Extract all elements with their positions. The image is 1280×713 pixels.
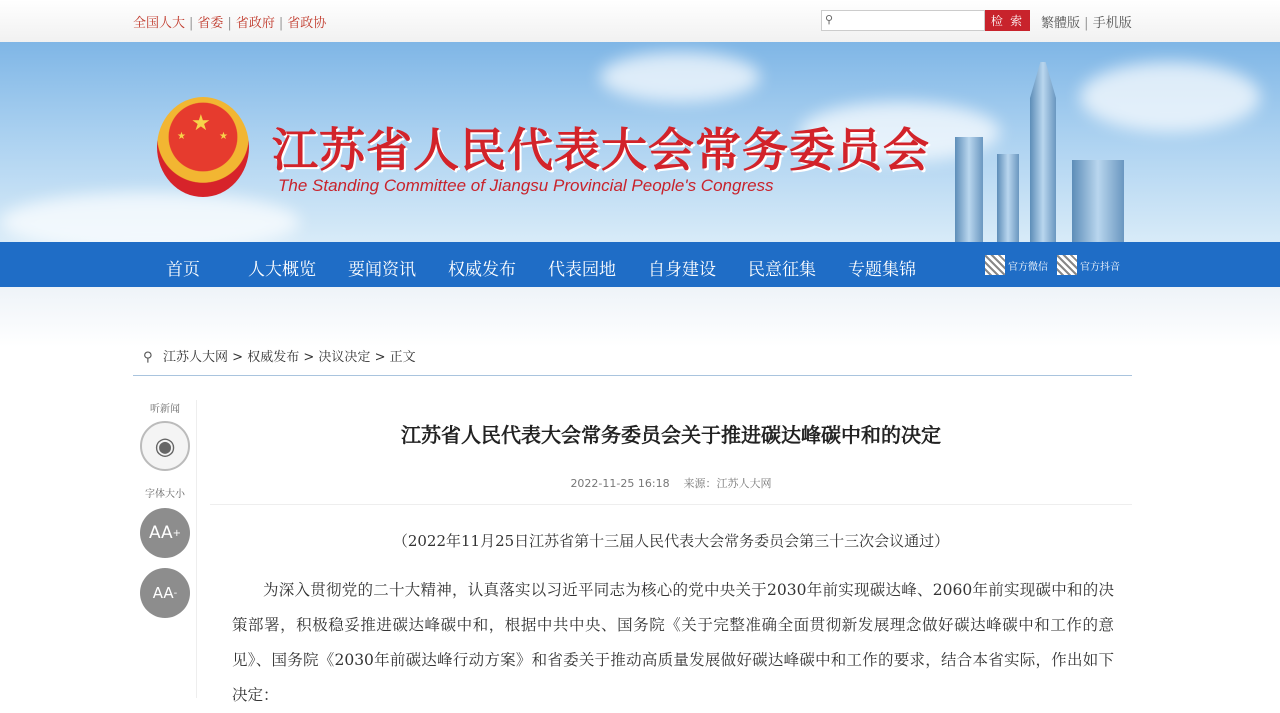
qr-code-icon [985,255,1005,275]
location-pin-icon: ⚲ [143,350,153,365]
link-party-committee[interactable]: 省委 [197,16,224,31]
breadcrumb-home[interactable]: 江苏人大网 [163,350,229,365]
traditional-chinese-link[interactable]: 繁體版 [1041,16,1081,31]
article-paragraph: 为深入贯彻党的二十大精神，认真落实以习近平同志为核心的党中央关于2030年前实现碳达峰、2060年前实现碳中和的决策部署，积极稳妥推进碳达峰碳中和，根据中共中央、国务院《关于完整准确全面贯彻新发展理念做好碳达峰碳中和工作的意见》、国务院《2030年前碳达峰行动方案》和省委关于推动高质量发展做好碳达峰碳中和工作的要求，结合本省实际，作出如下决定： [232,581,1114,704]
breadcrumb-current: 正文 [389,350,416,365]
breadcrumb-releases[interactable]: 权威发布 [247,350,300,365]
douyin-link[interactable]: 官方抖音 [1057,255,1120,275]
link-cppcc[interactable]: 省政协 [287,16,327,31]
link-government[interactable]: 省政府 [235,16,275,31]
breadcrumb-decisions[interactable]: 决议决定 [318,350,371,365]
top-links: 全国人大 | 省委 | 省政府 | 省政协 [133,16,327,31]
headphones-icon[interactable]: ◉ [140,421,190,471]
nav-home[interactable]: 首页 [166,260,200,280]
skyline-image [955,137,983,242]
qr-code-icon [1057,255,1077,275]
search-icon: ⚲ [825,13,834,26]
nav-topics[interactable]: 专题集锦 [848,260,916,280]
link-npc[interactable]: 全国人大 [133,16,186,31]
article-source: 来源：江苏人大网 [683,477,772,490]
nav-self-building[interactable]: 自身建设 [648,260,716,280]
site-subtitle: The Standing Committee of Jiangsu Provincial People's Congress [278,176,774,195]
article-meta [210,475,1132,505]
font-size-label: 字体大小 [145,489,185,500]
reading-tools [135,400,195,624]
header-banner [0,42,1280,242]
publish-date: 2022-11-25 16:18 [570,477,670,490]
breadcrumb: ⚲ 江苏人大网 > 权威发布 > 决议决定 > 正文 [133,346,1132,376]
nav-overview[interactable]: 人大概览 [248,260,316,280]
top-bar: 全国人大 | 省委 | 省政府 | 省政协 ⚲ 检 索 繁體版 | 手机版 [0,0,1280,42]
search-input[interactable] [821,10,985,31]
nav-deputies[interactable]: 代表园地 [548,260,616,280]
listen-label: 听新闻 [150,404,180,415]
adoption-note: （2022年11月25日江苏省第十三届人民代表大会常务委员会第三十三次会议通过） [392,532,950,550]
nav-news[interactable]: 要闻资讯 [348,260,416,280]
article-title: 江苏省人民代表大会常务委员会关于推进碳达峰碳中和的决定 [401,423,941,447]
national-emblem-logo: ★ ★ ★ [157,97,249,197]
wechat-link[interactable]: 官方微信 [985,255,1048,275]
font-increase-button[interactable]: AA + [140,508,190,558]
nav-opinions[interactable]: 民意征集 [748,260,816,280]
mobile-version-link[interactable]: 手机版 [1092,16,1132,31]
main-nav [0,242,1280,287]
font-decrease-button[interactable]: AA - [140,568,190,618]
search-button[interactable]: 检 索 [985,10,1030,31]
nav-releases[interactable]: 权威发布 [448,260,516,280]
site-title: 江苏省人民代表大会常务委员会 [272,123,930,177]
